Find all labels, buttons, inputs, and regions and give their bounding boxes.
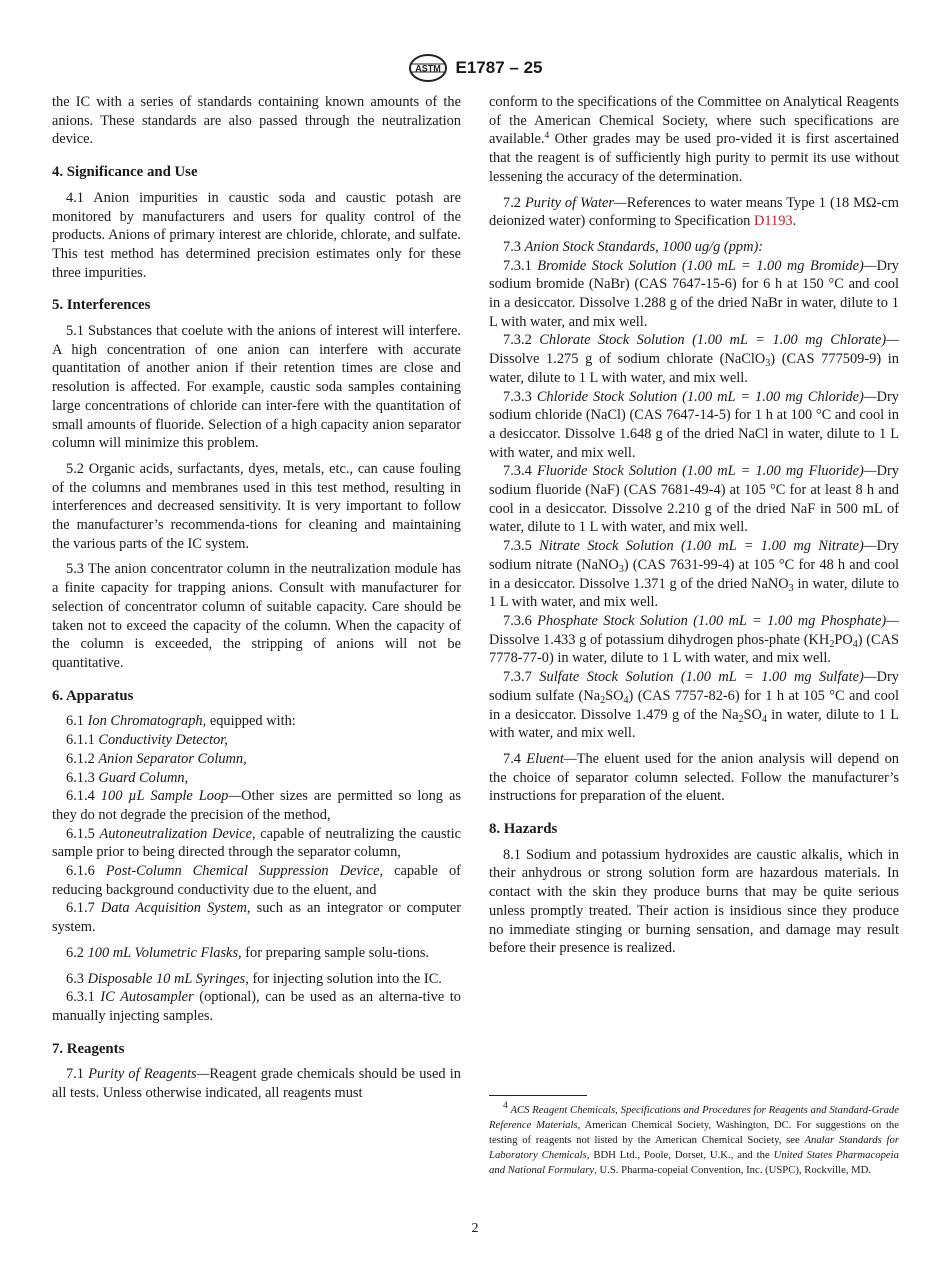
item-7-1: 7.1 Purity of Reagents—Reagent grade chemicals should be used in all tests. Unless otherwise indicated, all reagents must (52, 1066, 461, 1102)
intro-paragraph: the IC with a series of standards containing known amounts of the anions. These standards are also passed through the neutralization device. (52, 94, 461, 148)
section-8-heading: 8. Hazards (489, 821, 558, 838)
item-7-3-1: 7.3.1 Bromide Stock Solution (1.00 mL = 1.00 mg Bromide)—Dry sodium bromide (NaBr) (CAS 7647-15-6) for 6 h at 150 °C and cool in a desiccator. Dissolve 1.288 g of the dried NaBr in water, dilute to 1 L with water, and mix well. (489, 257, 899, 330)
section-6-heading: 6. Apparatus (52, 687, 134, 704)
item-7-3-2: 7.3.2 Chlorate Stock Solution (1.00 mL = 1.00 mg Chlorate)—Dissolve 1.275 g of sodium chlorate (NaClO$_3$) (CAS 777509-9) in water, dilute to 1 L with water, and mix well. (489, 332, 899, 386)
item-7-3-5: 7.3.5 Nitrate Stock Solution (1.00 mL = 1.00 mg Nitrate)—Dry sodium nitrate (NaNO$_3$) (CAS 7631-99-4) at 105 °C for 48 h and cool in a desiccator. Dissolve 1.371 g of the dried NaNO$_3$ in water, dilute to 1 L with water, and mix well. (489, 538, 900, 611)
paragraph-4-1: 4.1 Anion impurities in caustic soda and caustic potash are monitored by manufacturers and users for quality control of the products. Anions of primary interest are chloride, chlorate, and sulfate. This test method has determined precision estimates only for these three impurities. (52, 189, 461, 281)
item-7-2: 7.2 Purity of Water—References to water means Type 1 (18 MΩ-cm deionized water) conforming to Specification D1193. (489, 194, 899, 230)
document-id: E1787 – 25 (455, 58, 543, 77)
item-7-3-6: 7.3.6 Phosphate Stock Solution (1.00 mL = 1.00 mg Phosphate)—Dissolve 1.433 g of potassium dihydrogen phos-phate $(KH_2PO_4)$ (CAS 7778-77-0) in water, dilute to 1 L with water, and mix well. (489, 612, 899, 667)
item-6-1-6: 6.1.6 Post-Column Chemical Suppression Device, capable of reducing background conductivity due to the eluent, and (52, 863, 461, 898)
item-7-4: 7.4 Eluent—The eluent used for the anion analysis will depend on the choice of separator column selected. Follow the manufacturer’s instructions for preparation of the eluent. (489, 750, 899, 805)
d1193-link[interactable]: D1193 (753, 213, 793, 230)
item-6-1-3: 6.1.3 Guard Column, (66, 769, 189, 786)
item-6-1-4: 6.1.4 100 µL Sample Loop—Other sizes are permitted so long as they do not degrade the precision of the method, (52, 788, 461, 823)
paragraph-5-2: 5.2 Organic acids, surfactants, dyes, metals, etc., can cause fouling of the columns and membranes used in this test method, resulting in interferences and decreased sensitivity. It is very important to follow the manufacturer’s recommenda-tions for cleaning and maintaining the various parts of the IC system. (52, 460, 461, 552)
footnote-mark: 4 (503, 1101, 508, 1111)
astm-logo-icon (408, 54, 448, 82)
item-6-2: 6.2 100 mL Volumetric Flasks, for preparing sample solu-tions. (66, 944, 430, 961)
item-6-3-1: 6.3.1 IC Autosampler (optional), can be used as an alterna-tive to manually injecting samples. (52, 989, 461, 1024)
section-4-heading: 4. Significance and Use (52, 164, 198, 181)
page-header (0, 54, 950, 86)
item-6-1-7: 6.1.7 Data Acquisition System, such as an integrator or computer system. (52, 900, 461, 936)
item-6-1-1: 6.1.1 Conductivity Detector, (66, 732, 228, 749)
footnote-divider (489, 1095, 587, 1096)
right-column (489, 93, 899, 958)
footnote: $^4$ ACS Reagent Chemicals, Specifications and Procedures for Reagents and Standard-Grade Reference Materials, American Chemical Society, Washington, DC. For suggestions on the testing of reagents not listed by the American Chemical Society, see Analar Standards for Laboratory Chemicals, BDH Ltd., Poole, Dorset, U.K., and the United States Pharmacopeia and National Formulary, U.S. Pharma-copeial Convention, Inc. (USPC), Rockville, MD. (489, 1101, 900, 1177)
item-6-1-5: 6.1.5 Autoneutralization Device, capable of neutralizing the caustic sample prior to being directed through the separator column, (52, 825, 461, 861)
item-7-3-4: 7.3.4 Fluoride Stock Solution (1.00 mL = 1.00 mg Fluoride)—Dry sodium fluoride (NaF) (CAS 7681-49-4) at 105 °C for at least 8 h and cool in a desiccator. Dissolve 2.210 g of the dried NaF in 500 mL of water, dilute to 1 L with water, and mix well. (489, 463, 899, 536)
section-5-heading: 5. Interferences (52, 297, 151, 314)
paragraph-8-1: 8.1 Sodium and potassium hydroxides are caustic alkalis, which in their anhydrous or strong solution form are hazardous materials. In contact with the skin they produce burns that may be quite serious unless promptly treated. Their action is insidious since they produce no immediate stinging or burning sensation, and damage may result before their presence is realized. (489, 846, 899, 957)
item-6-3: 6.3 Disposable 10 mL Syringes, for injecting solution into the IC. (66, 970, 442, 987)
item-6-1-2: 6.1.2 Anion Separator Column, (66, 750, 247, 767)
footnote-ref[interactable]: 4 (544, 131, 550, 142)
paragraph-5-3: 5.3 The anion concentrator column in the neutralization module has a finite capacity for trapping anions. Consult with manufacturer for selection of concentrator column of suitable capacity. Care should be taken not to exceed the capacity of the column. When the capacity of the column is exceeded, the stripping of anions will not be quantitative. (52, 561, 461, 671)
item-7-3: 7.3 Anion Stock Standards, 1000 ug/g (ppm): (503, 238, 764, 255)
left-column (52, 93, 461, 1103)
item-6-1: 6.1 Ion Chromatograph, equipped with: (66, 713, 296, 730)
section-7-heading: 7. Reagents (52, 1040, 125, 1057)
continued-paragraph: conform to the specifications of the Committee on Analytical Reagents of the American Chemical Society, where such specifications are available.$^4$ Other grades may be used pro-vided it is first ascertained that the reagent is of sufficiently high purity to permit its use without lessening the accuracy of the determination. (489, 94, 899, 185)
paragraph-5-1: 5.1 Substances that coelute with the anions of interest will interfere. A high concentration of one anion can interfere with accurate quantitation of another anion if their retention times are close and resolution is affected. For example, caustic soda samples containing large concentrations of chloride can inter-fere with the quantitation of small amounts of fluoride. Selection of a high capacity anion separator column will minimize this problem. (52, 323, 461, 452)
item-7-3-3: 7.3.3 Chloride Stock Solution (1.00 mL = 1.00 mg Chloride)—Dry sodium chloride (NaCl) (CAS 7647-14-5) for 1 h at 100 °C and cool in a desiccator. Dissolve 1.648 g of the dried NaCl in water, dilute to 1 L with water, and mix well. (489, 388, 899, 461)
item-7-3-7: 7.3.7 Sulfate Stock Solution (1.00 mL = 1.00 mg Sulfate)—Dry sodium sulfate $(Na_2SO_4)$ (CAS 7757-82-6) for 1 h at 105 °C and cool in a desiccator. Dissolve 1.479 g of the $Na_2SO_4$ in water, dilute to 1 L with water, and mix well. (489, 669, 899, 742)
svg-text:ASTM: ASTM (414, 63, 441, 74)
page-number: 2 (471, 1221, 479, 1236)
